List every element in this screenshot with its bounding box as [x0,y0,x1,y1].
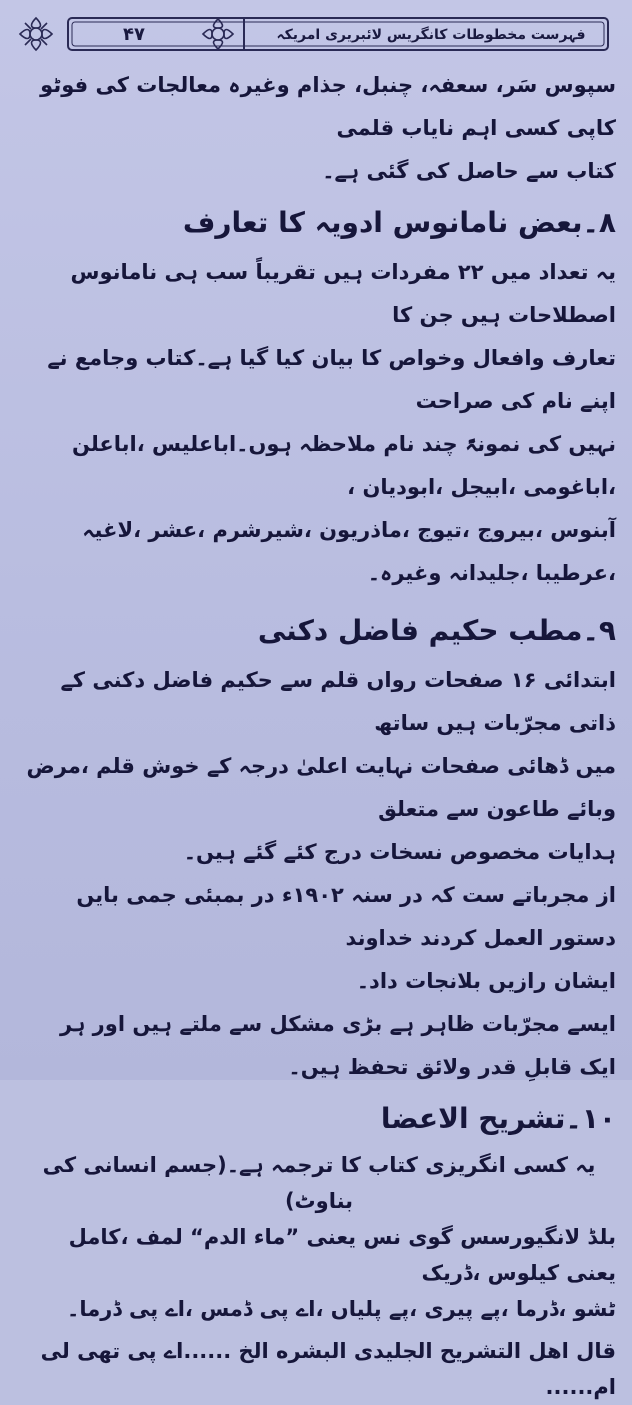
paragraph-line: نہیں کی نمونۃً چند نام ملاحظہ ہوں۔اباعلیس ،اباعلن ،اباغومی ،ابیجل ،ابودیان ، [71,432,616,499]
paragraph-line: ایسے مجرّبات ظاہر ہے بڑی مشکل سے ملتے ہیں اور ہر ایک قابلِ قدر ولائق تحفظ ہیں۔ [60,1012,616,1079]
page-body [22,64,616,1399]
paragraph-line: بلڈ لانگیورسس گوی نس یعنی ”ماء الدم“ لمف ،کامل یعنی کیلوس ،ڈریک [68,1225,616,1285]
paragraph-line: ہدایات مخصوص نسخات درج کئے گئے ہیں۔ [183,840,616,864]
paragraph-continuation: کتاب سے حاصل کی گئی ہے۔ [322,159,616,183]
section-heading: ۸۔بعض نامانوس ادویہ کا تعارف [182,206,616,239]
paragraph-line: یہ کسی انگریزی کتاب کا ترجمہ ہے۔(جسم انسانی کی بناوٹ) [42,1153,596,1213]
paragraph-line: ایشان رازیں بلانجات داد۔ [356,969,616,993]
quotation-line: قال اهل التشريح الجليدی البشره الخ ......اے پی تھی لی ام...... [40,1339,616,1399]
paragraph-line: آبنوس ،بیروج ،تیوج ،ماذریون ،شیرشرم ،عشر ،لاغیہ ،عرطیبا ،جلیدانہ وغیرہ۔ [82,518,616,585]
page-header [6,14,614,54]
paragraph-line: تعارف وافعال وخواص کا بیان کیا گیا ہے۔کتاب وجامع نے اپنے نام کی صراحت [47,346,616,413]
paragraph-continuation: سپوس سَر، سعفہ، چنبل، جذام وغیرہ معالجات کی فوٹو کاپی کسی اہم نایاب قلمی [40,73,616,140]
paragraph-line: از مجرباتے ست کہ در سنہ ۱۹۰۲ء در بمبئی جمی بایں دستور العمل کردند خداوند [76,883,616,950]
section-heading: ۹۔مطب حکیم فاضل دکنی [257,614,616,647]
paragraph-line: یہ تعداد میں ۲۲ مفردات ہیں تقریباً سب ہی نامانوس اصطلاحات ہیں جن کا [70,260,616,327]
running-header-title: فہرست مخطوطات کانگریس لائبریری امریکہ [276,27,586,43]
paragraph-line: ٹشو ،ڈرما ،پے پیری ،پے پلیاں ،اے پی ڈمس ،اے پی ڈرما۔ [67,1297,616,1321]
paragraph-line: ابتدائی ۱۶ صفحات رواں قلم سے حکیم فاضل دکنی کے ذاتی مجرّبات ہیں ساتھ [60,668,616,735]
page-number: ۴۷ [123,24,145,45]
section-heading: ۱۰۔تشریح الاعضا [380,1102,616,1135]
paragraph-line [22,595,616,601]
paragraph-line: میں ڈھائی صفحات نہایت اعلیٰ درجہ کے خوش قلم ،مرض وبائے طاعون سے متعلق [26,754,616,821]
